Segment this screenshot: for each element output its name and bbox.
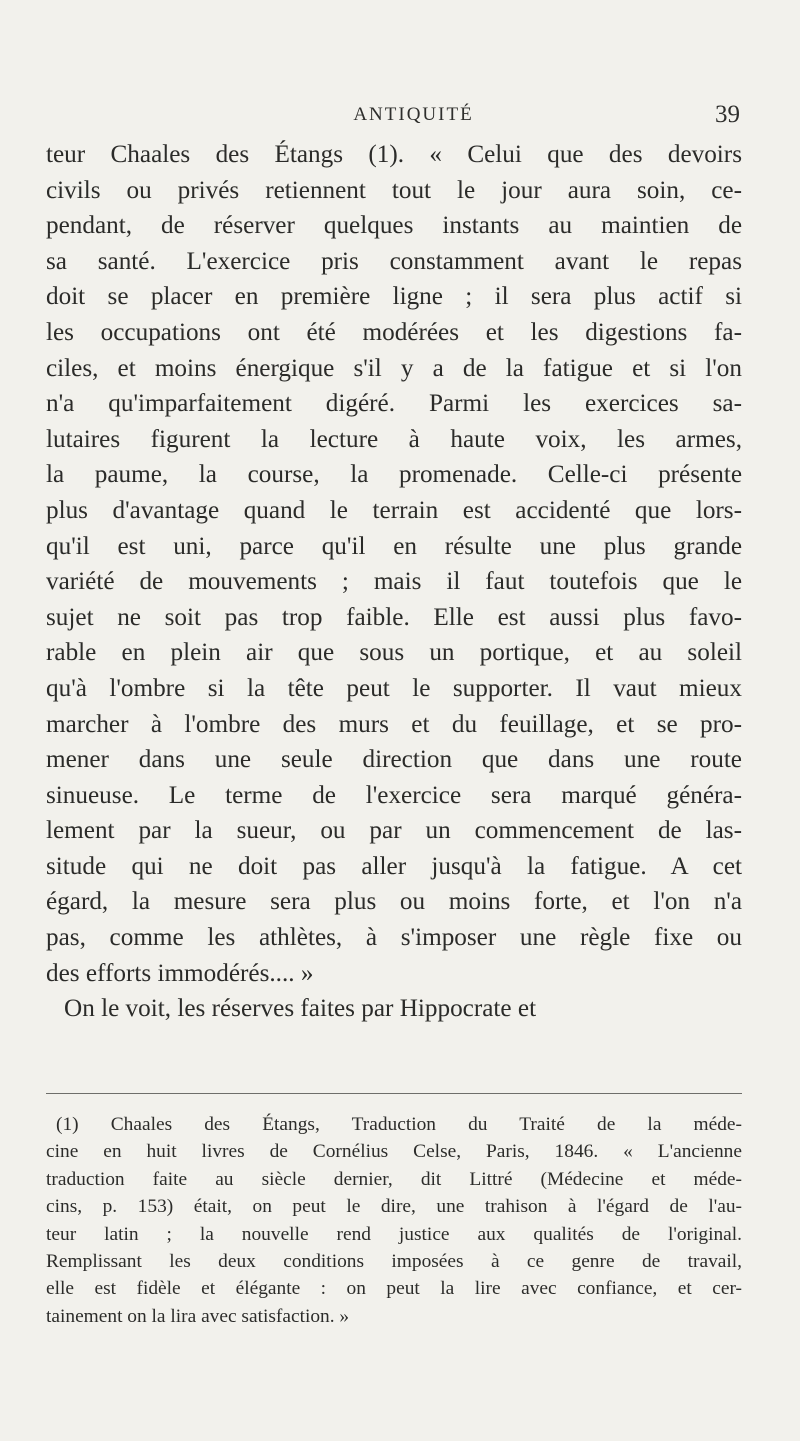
body-line: qu'il est uni, parce qu'il en résulte une plus grande — [46, 532, 742, 560]
body-line: mener dans une seule direction que dans une route — [46, 746, 742, 774]
body-line: lutaires figurent la lecture à haute voix, les armes, — [46, 425, 742, 453]
footnote-line: tainement on la lira avec satisfaction. » — [46, 1305, 350, 1327]
page-number: 39 — [715, 101, 740, 128]
body-line: sinueuse. Le terme de l'exercice sera marqué généra- — [46, 781, 742, 809]
body-line: variété de mouvements ; mais il faut toutefois que le — [46, 568, 742, 596]
body-line: civils ou privés retiennent tout le jour aura soin, ce- — [46, 176, 742, 204]
body-line: les occupations ont été modérées et les digestions fa- — [46, 318, 742, 346]
body-line: n'a qu'imparfaitement digéré. Parmi les exercices sa- — [46, 390, 742, 418]
running-head — [42, 101, 740, 134]
body-line: la paume, la course, la promenade. Celle-ci présente — [46, 461, 742, 489]
footnote-line: teur latin ; la nouvelle rend justice aux qualités de l'original. — [46, 1223, 742, 1245]
running-title: ANTIQUITÉ — [353, 104, 474, 125]
footnote-line: Remplissant les deux conditions imposées à ce genre de travail, — [46, 1250, 742, 1272]
footnote-line: (1) Chaales des Étangs, Traduction du Traité de la méde- — [56, 1114, 742, 1135]
body-line: pas, comme les athlètes, à s'imposer une règle fixe ou — [46, 924, 742, 952]
footnote-line: cins, p. 153) était, on peut le dire, une trahison à l'égard de l'au- — [46, 1196, 742, 1218]
footnote-line: elle est fidèle et élégante : on peut la lire avec confiance, et cer- — [46, 1278, 742, 1300]
body-line: qu'à l'ombre si la tête peut le supporter. Il vaut mieux — [46, 674, 742, 702]
body-line: marcher à l'ombre des murs et du feuillage, et se pro- — [46, 710, 742, 738]
body-line: sa santé. L'exercice pris constamment avant le repas — [46, 247, 742, 275]
body-line: situde qui ne doit pas aller jusqu'à la fatigue. A cet — [46, 852, 742, 880]
body-line: On le voit, les réserves faites par Hippocrate et — [64, 995, 537, 1023]
body-line: pendant, de réserver quelques instants au maintien de — [46, 212, 742, 240]
body-line: égard, la mesure sera plus ou moins forte, et l'on n'a — [46, 888, 742, 916]
footnote-line: traduction faite au siècle dernier, dit Littré (Médecine et méde- — [46, 1168, 742, 1190]
body-line: plus d'avantage quand le terrain est accidenté que lors- — [46, 496, 742, 524]
body-line: des efforts immodérés.... » — [46, 959, 314, 987]
body-line: teur Chaales des Étangs (1). « Celui que des devoirs — [46, 141, 742, 168]
body-line: doit se placer en première ligne ; il sera plus actif si — [46, 283, 742, 311]
footnote-line: cine en huit livres de Cornélius Celse, Paris, 1846. « L'ancienne — [46, 1141, 742, 1163]
body-text — [46, 137, 742, 1027]
body-line: sujet ne soit pas trop faible. Elle est aussi plus favo- — [46, 603, 742, 631]
footnote-separator — [46, 1093, 742, 1094]
footnotes — [46, 1111, 742, 1330]
body-line: rable en plein air que sous un portique, et au soleil — [46, 639, 742, 667]
body-line: lement par la sueur, ou par un commencement de las- — [46, 817, 742, 845]
body-line: ciles, et moins énergique s'il y a de la fatigue et si l'on — [46, 354, 742, 382]
